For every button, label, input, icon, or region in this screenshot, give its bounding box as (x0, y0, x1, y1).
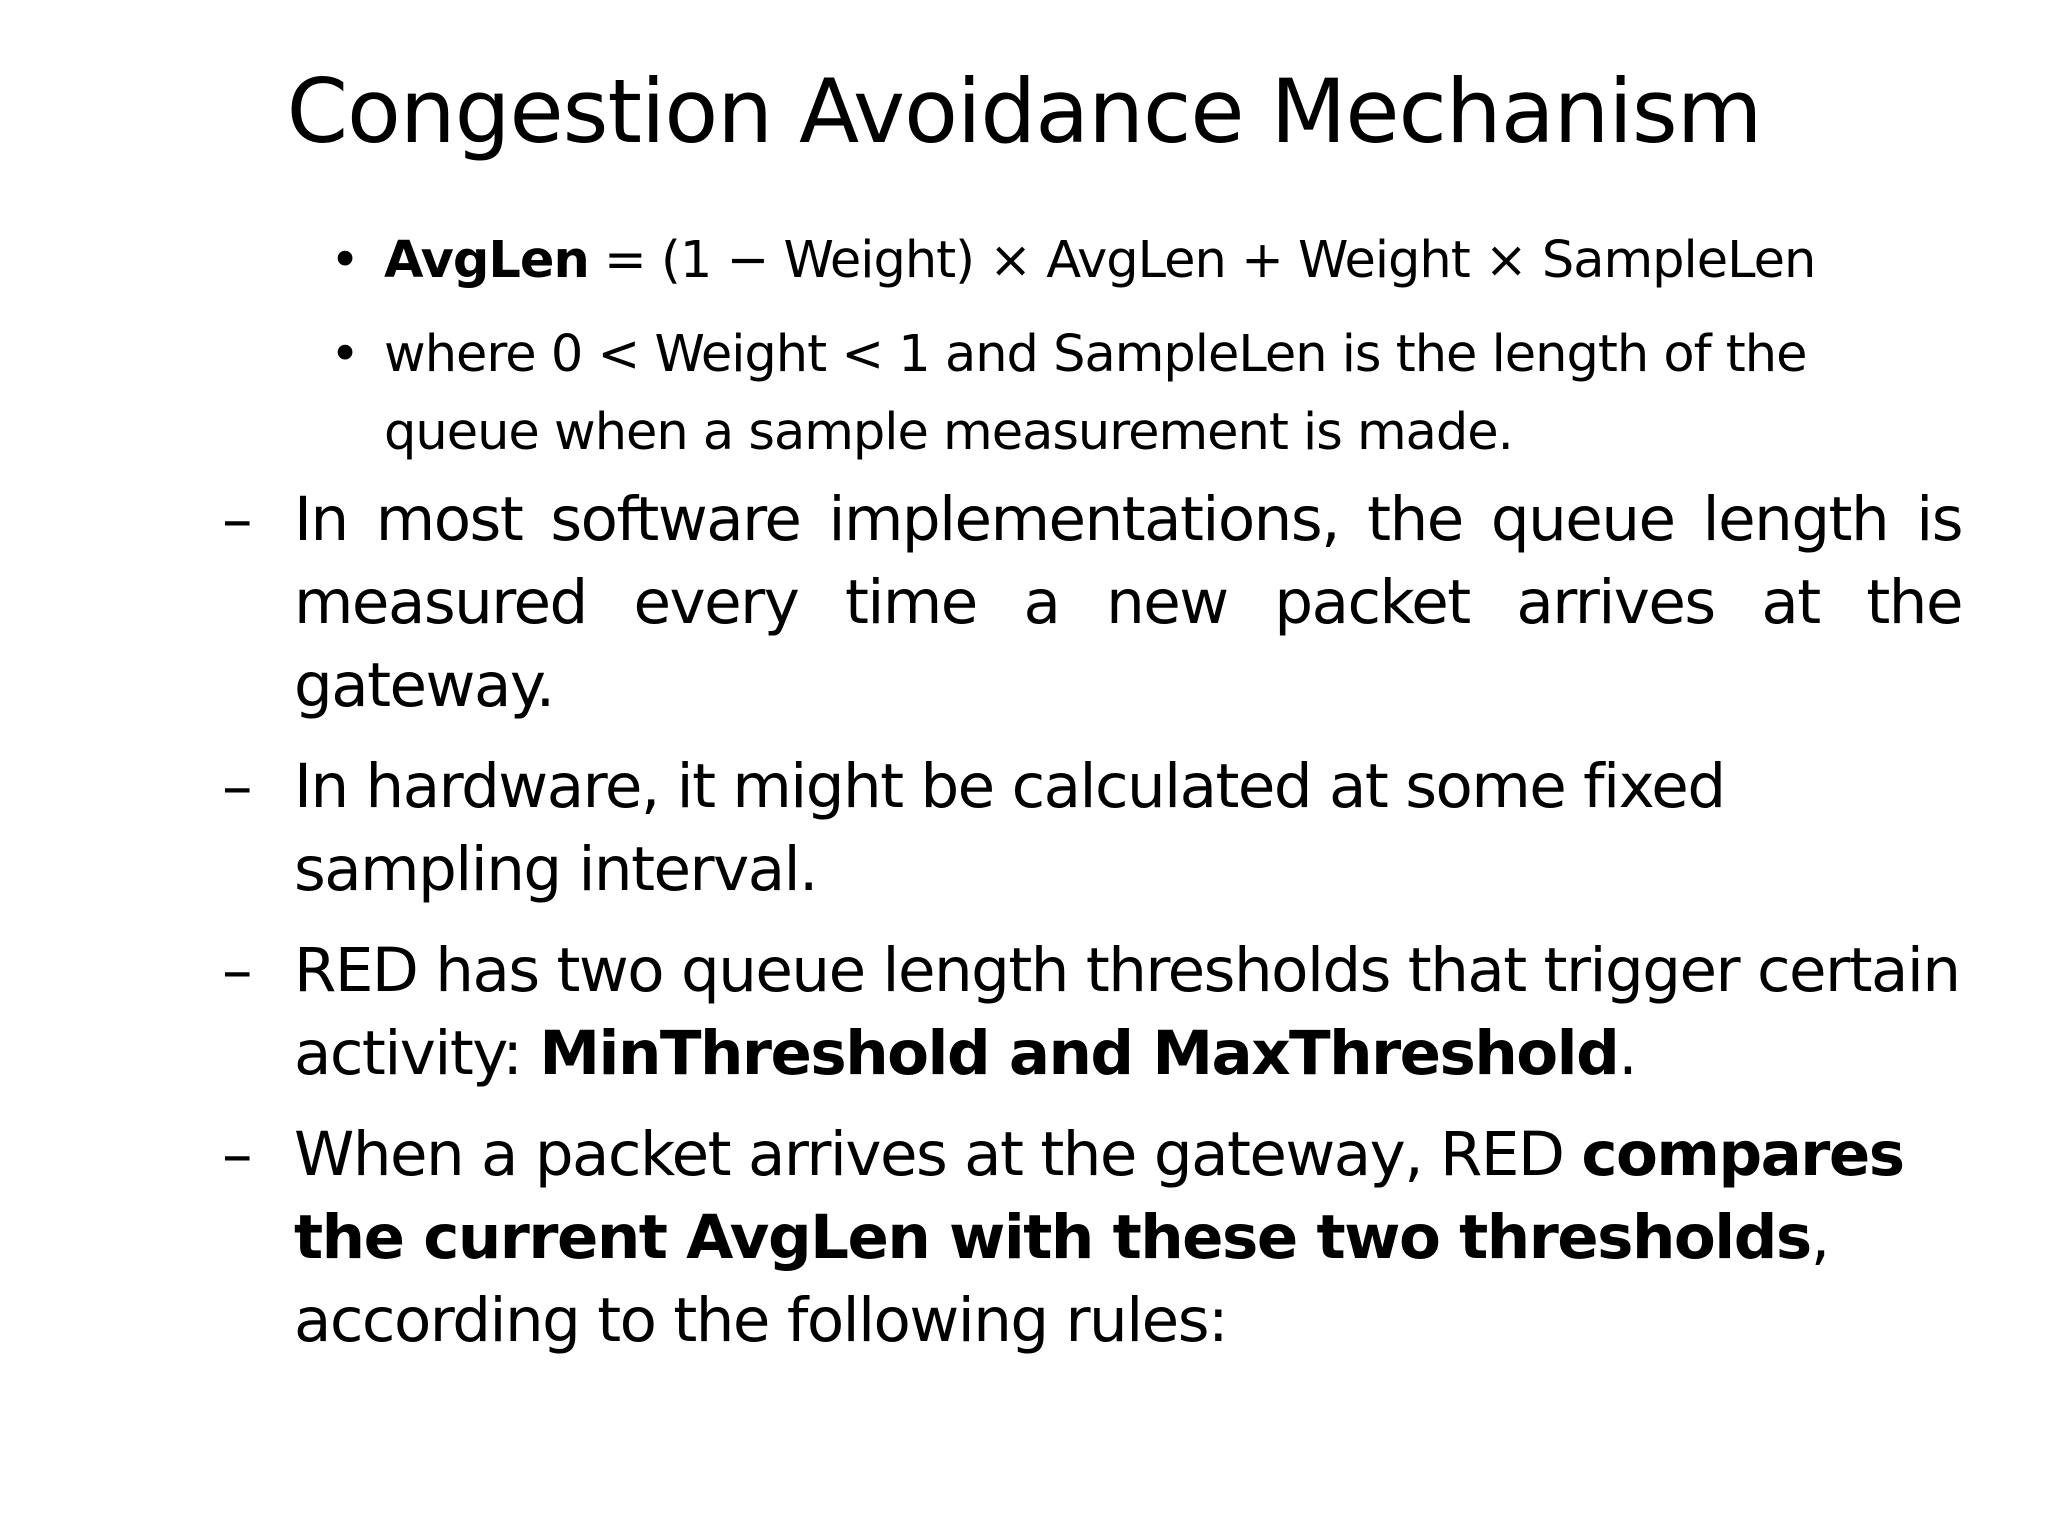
dash-item-text: When a packet arrives at the gateway, RED (294, 1119, 1582, 1190)
dash-icon: – (222, 935, 251, 1006)
dash-item-compare (222, 1113, 1962, 1362)
dash-item-thresholds (222, 929, 1962, 1095)
dash-item-text: In hardware, it might be calculated at some fixed sampling interval. (294, 751, 1725, 905)
sub-bullet-weight-definition (330, 316, 1870, 472)
dash-item-text: In most software implementations, the queue length is measured every time a new packet arrives at the gateway. (294, 484, 1962, 721)
dash-item-text-end: . (1618, 1018, 1637, 1089)
dash-item-text: RED has two queue length thresholds that trigger certain activity: (294, 935, 1960, 1089)
slide-title: Congestion Avoidance Mechanism (286, 60, 1762, 163)
bullet-dot-icon: • (330, 325, 360, 384)
dash-icon: – (222, 484, 251, 555)
dash-item-bold-text: MinThreshold and MaxThreshold (539, 1018, 1619, 1089)
sub-bullet-list (330, 222, 1870, 488)
formula-lead-term: AvgLen (384, 231, 589, 290)
weight-definition-text: where 0 < Weight < 1 and SampleLen is the length of the queue when a sample measurement is made. (384, 325, 1807, 462)
formula-text: = (1 − Weight) × AvgLen + Weight × SampleLen (588, 231, 1816, 290)
dash-item-text-end: , according to the following rules: (294, 1202, 1829, 1356)
dash-icon: – (222, 1119, 251, 1190)
sub-bullet-formula (330, 222, 1870, 300)
dash-item-bold-text: compares the current AvgLen with these two thresholds (294, 1119, 1904, 1273)
dash-icon: – (222, 751, 251, 822)
dash-item-hardware (222, 745, 1962, 911)
dash-item-software (222, 478, 1962, 727)
bullet-dot-icon: • (330, 231, 360, 290)
dash-bullet-list (222, 478, 1962, 1380)
